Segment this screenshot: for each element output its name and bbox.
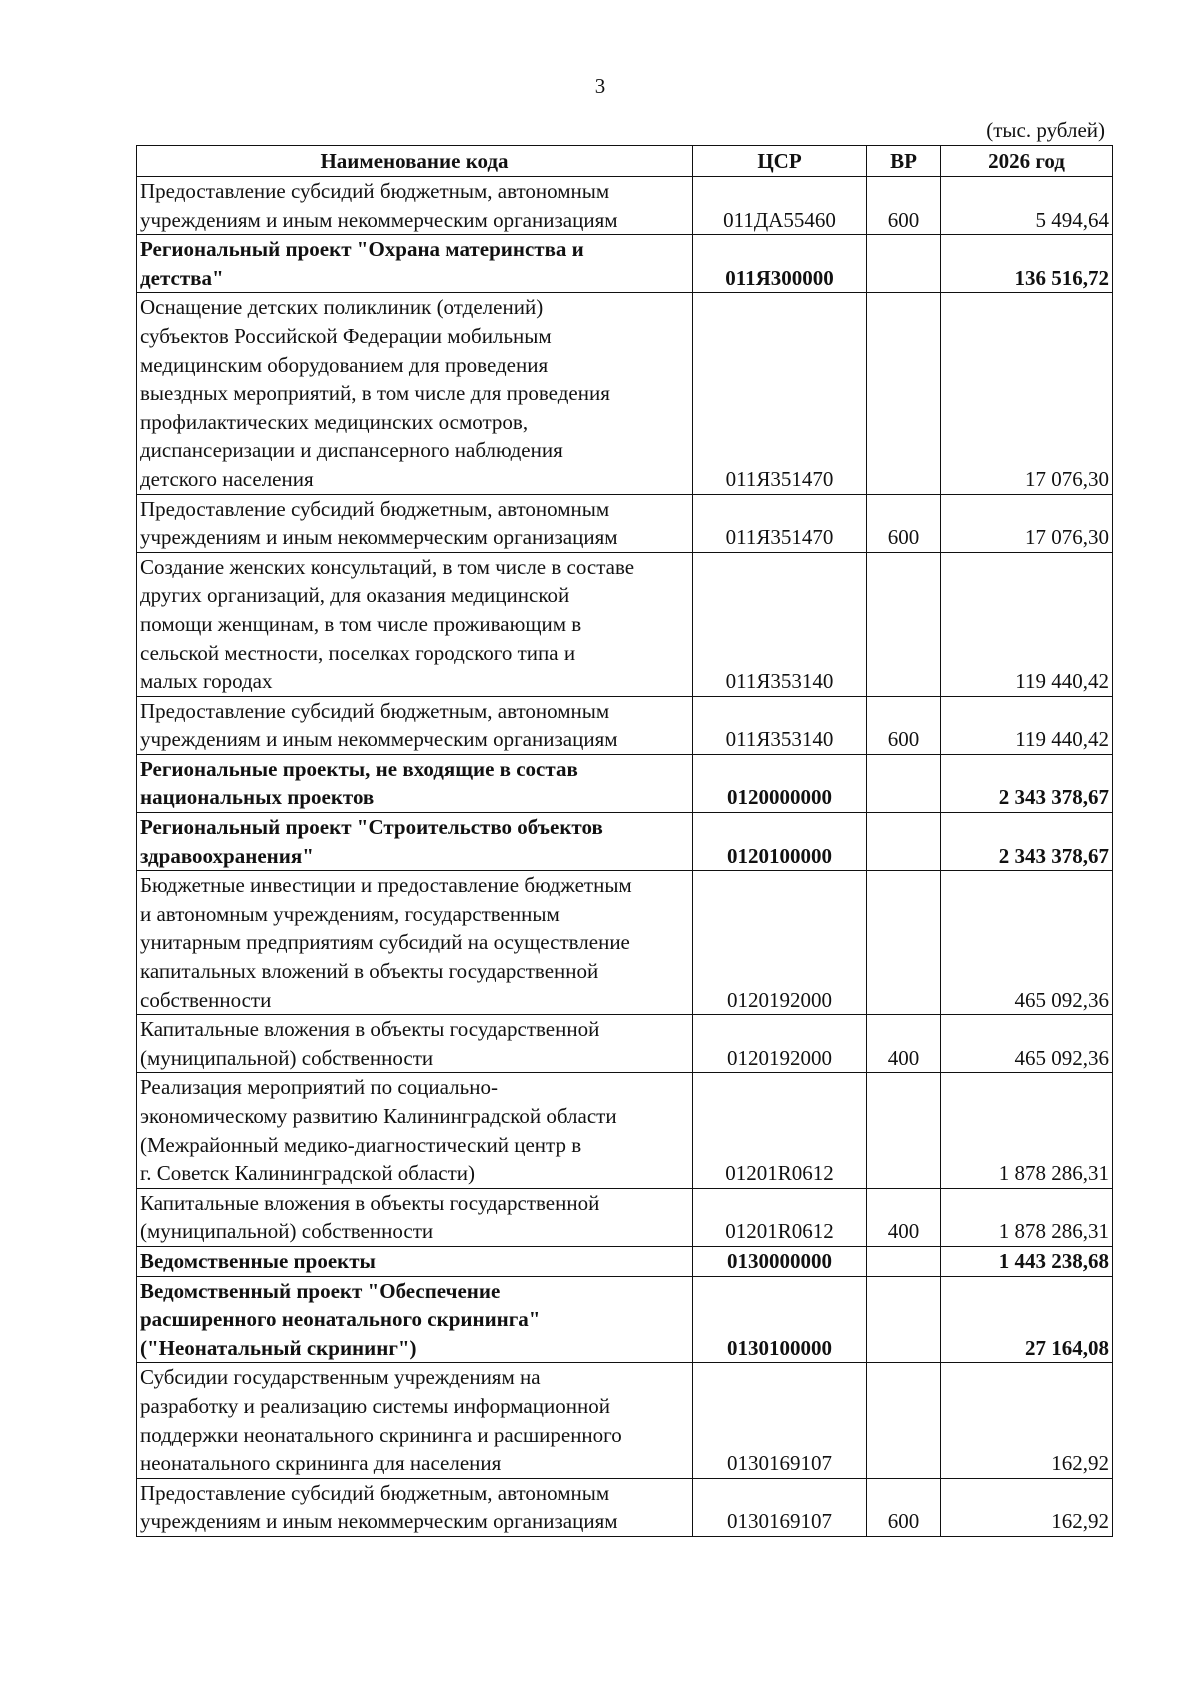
cell-vr	[867, 552, 941, 696]
cell-vr	[867, 813, 941, 871]
cell-amount: 17 076,30	[941, 293, 1113, 494]
table-row	[137, 235, 1113, 293]
cell-csr: 01201R0612	[693, 1188, 867, 1246]
table-row	[137, 1073, 1113, 1188]
cell-csr: 0120192000	[693, 1015, 867, 1073]
cell-amount: 465 092,36	[941, 1015, 1113, 1073]
table-row	[137, 552, 1113, 696]
cell-vr	[867, 293, 941, 494]
table-row	[137, 1246, 1113, 1276]
table-row	[137, 754, 1113, 812]
cell-csr: 011Я353140	[693, 552, 867, 696]
cell-vr: 600	[867, 1478, 941, 1536]
cell-vr	[867, 1073, 941, 1188]
cell-amount: 1 878 286,31	[941, 1188, 1113, 1246]
cell-amount: 465 092,36	[941, 871, 1113, 1015]
cell-csr: 011Я351470	[693, 293, 867, 494]
table-row	[137, 293, 1113, 494]
cell-amount: 136 516,72	[941, 235, 1113, 293]
cell-amount: 162,92	[941, 1478, 1113, 1536]
cell-csr: 011ДА55460	[693, 177, 867, 235]
cell-vr	[867, 1363, 941, 1478]
table-row	[137, 1276, 1113, 1363]
cell-name: Субсидии государственным учреждениям на разработку и реализацию системы информационной поддержки неонатального скрининга и расширенного неонатального скрининга для населения	[137, 1363, 693, 1478]
table-row	[137, 1015, 1113, 1073]
table-body	[137, 177, 1113, 1537]
cell-csr: 0120192000	[693, 871, 867, 1015]
cell-vr: 400	[867, 1188, 941, 1246]
cell-csr: 0130169107	[693, 1478, 867, 1536]
table-row	[137, 871, 1113, 1015]
table-row	[137, 696, 1113, 754]
cell-vr: 600	[867, 696, 941, 754]
cell-csr: 0120000000	[693, 754, 867, 812]
cell-name: Региональный проект "Строительство объектов здравоохранения"	[137, 813, 693, 871]
cell-csr: 0130169107	[693, 1363, 867, 1478]
cell-name: Региональный проект "Охрана материнства и детства"	[137, 235, 693, 293]
cell-name: Ведомственный проект "Обеспечение расширенного неонатального скрининга" ("Неонатальный скрининг")	[137, 1276, 693, 1363]
cell-csr: 01201R0612	[693, 1073, 867, 1188]
table-row	[137, 1363, 1113, 1478]
cell-amount: 1 878 286,31	[941, 1073, 1113, 1188]
header-year: 2026 год	[941, 146, 1113, 177]
table-row	[137, 1188, 1113, 1246]
table-row	[137, 813, 1113, 871]
cell-amount: 27 164,08	[941, 1276, 1113, 1363]
cell-vr: 600	[867, 494, 941, 552]
cell-name: Оснащение детских поликлиник (отделений) субъектов Российской Федерации мобильным медицинским оборудованием для проведения выездных мероприятий, в том числе для проведения профилактических медицинских осмотров, диспансеризации и диспансерного наблюдения детского населения	[137, 293, 693, 494]
cell-name: Ведомственные проекты	[137, 1246, 693, 1276]
cell-csr: 011Я353140	[693, 696, 867, 754]
table-header-row	[137, 146, 1113, 177]
budget-table	[136, 145, 1113, 1537]
cell-vr	[867, 871, 941, 1015]
table-row	[137, 177, 1113, 235]
cell-amount: 2 343 378,67	[941, 813, 1113, 871]
page-number: 3	[594, 74, 606, 98]
cell-vr: 400	[867, 1015, 941, 1073]
cell-name: Предоставление субсидий бюджетным, автономным учреждениям и иным некоммерческим организациям	[137, 494, 693, 552]
cell-vr: 600	[867, 177, 941, 235]
cell-vr	[867, 754, 941, 812]
cell-name: Предоставление субсидий бюджетным, автономным учреждениям и иным некоммерческим организациям	[137, 1478, 693, 1536]
cell-amount: 2 343 378,67	[941, 754, 1113, 812]
header-vr: ВР	[867, 146, 941, 177]
cell-vr	[867, 1276, 941, 1363]
cell-csr: 011Я300000	[693, 235, 867, 293]
table-row	[137, 494, 1113, 552]
cell-csr: 0130100000	[693, 1276, 867, 1363]
cell-name: Капитальные вложения в объекты государственной (муниципальной) собственности	[137, 1015, 693, 1073]
cell-csr: 0120100000	[693, 813, 867, 871]
cell-amount: 162,92	[941, 1363, 1113, 1478]
cell-amount: 119 440,42	[941, 552, 1113, 696]
table-row	[137, 1478, 1113, 1536]
cell-amount: 1 443 238,68	[941, 1246, 1113, 1276]
cell-name: Предоставление субсидий бюджетным, автономным учреждениям и иным некоммерческим организациям	[137, 696, 693, 754]
cell-name: Реализация мероприятий по социально- экономическому развитию Калининградской области (Межрайонный медико-диагностический центр в г. Советск Калининградской области)	[137, 1073, 693, 1188]
cell-name: Предоставление субсидий бюджетным, автономным учреждениям и иным некоммерческим организациям	[137, 177, 693, 235]
cell-vr	[867, 1246, 941, 1276]
header-csr: ЦСР	[693, 146, 867, 177]
units-label: (тыс. рублей)	[986, 118, 1105, 142]
cell-csr: 011Я351470	[693, 494, 867, 552]
cell-name: Региональные проекты, не входящие в состав национальных проектов	[137, 754, 693, 812]
cell-amount: 119 440,42	[941, 696, 1113, 754]
cell-vr	[867, 235, 941, 293]
cell-csr: 0130000000	[693, 1246, 867, 1276]
header-name: Наименование кода	[137, 146, 693, 177]
cell-name: Бюджетные инвестиции и предоставление бюджетным и автономным учреждениям, государственным унитарным предприятиям субсидий на осуществление капитальных вложений в объекты государственной собственности	[137, 871, 693, 1015]
cell-amount: 17 076,30	[941, 494, 1113, 552]
cell-amount: 5 494,64	[941, 177, 1113, 235]
cell-name: Создание женских консультаций, в том числе в составе других организаций, для оказания медицинской помощи женщинам, в том числе проживающим в сельской местности, поселках городского типа и малых городах	[137, 552, 693, 696]
cell-name: Капитальные вложения в объекты государственной (муниципальной) собственности	[137, 1188, 693, 1246]
